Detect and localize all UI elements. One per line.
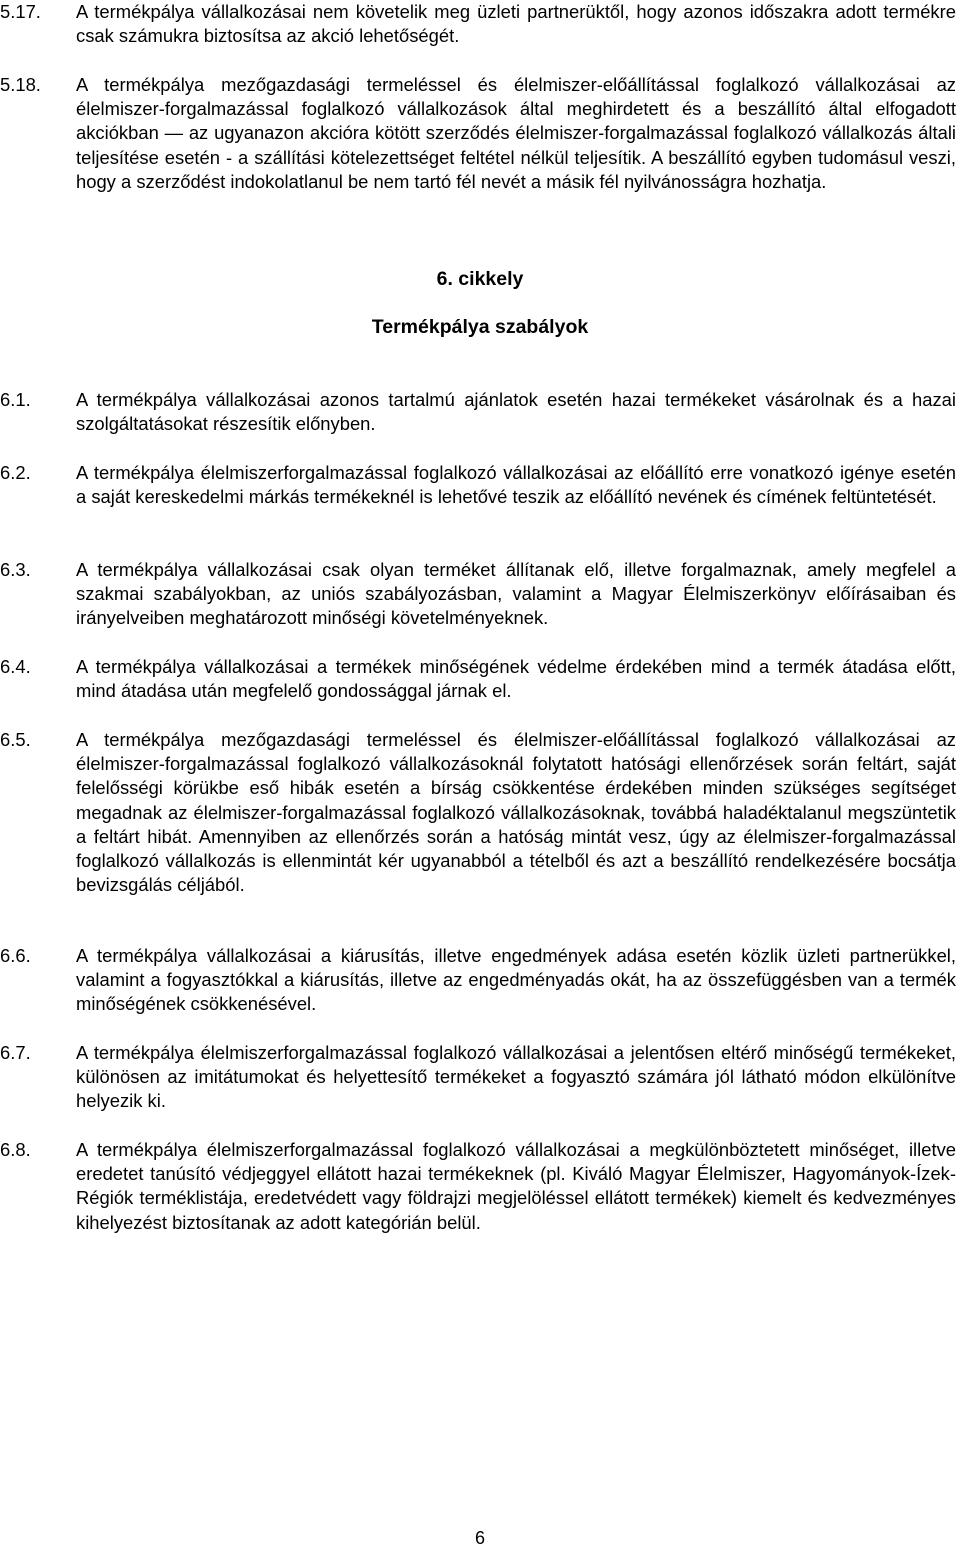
article-number-label: 6.7. — [0, 1042, 31, 1063]
page-number: 6 — [474, 1528, 485, 1548]
article-number-label: 6.6. — [0, 945, 31, 966]
article-6-8 — [0, 1138, 956, 1235]
article-text: A termékpálya élelmiszerforgalmazással foglalkozó vállalkozásai a jelentősen eltérő minőségű termékeket, különösen az imitátumokat és helyettesítő termékeket a fogyasztó számára jól látható módon elkülönítve helyezik ki. — [76, 1042, 956, 1112]
article-title: Termékpálya szabályok — [371, 316, 589, 338]
section-number: 5.18. — [0, 74, 41, 95]
article-text: A termékpálya vállalkozásai a termékek minőségének védelme érdekében mind a termék átadása előtt, mind átadása után megfelelő gondossággal járnak el. — [76, 656, 956, 702]
section-5-18 — [0, 73, 956, 194]
article-6-3 — [0, 558, 956, 631]
section-text: A termékpálya mezőgazdasági termeléssel és élelmiszer-előállítással foglalkozó vállalkozásai az élelmiszer-forgalmazással foglalkozó vállalkozások által meghirdetett és a beszállító által elfogadott akciókban — az ugyanazon akcióra kötött szerződés élelmiszer-forgalmazással foglalkozó vállalkozás általi teljesítése esetén - a szállítási kötelezettséget feltétel nélkül teljesítik. A beszállító egyben tudomásul veszi, hogy a szerződést indokolatlanul be nem tartó fél nevét a másik fél nyilvánosságra hozhatja. — [76, 74, 956, 192]
article-text: A termékpálya vállalkozásai azonos tartalmú ajánlatok esetén hazai termékeket vásárolnak és a hazai szolgáltatásokat részesítik előnyben. — [76, 389, 956, 435]
section-text: A termékpálya vállalkozásai nem követelik meg üzleti partnerüktől, hogy azonos időszakra adott termékre csak számukra biztosítsa az akció lehetőségét. — [76, 1, 956, 47]
section-5-17 — [0, 0, 956, 48]
section-number: 5.17. — [0, 1, 41, 22]
article-6-4 — [0, 655, 956, 703]
article-number: 6. cikkely — [436, 268, 524, 290]
article-text: A termékpálya élelmiszerforgalmazással foglalkozó vállalkozásai a megkülönböztetett minőséget, illetve eredetet tanúsító védjeggyel ellátott hazai termékeknek (pl. Kiváló Magyar Élelmiszer, Hagyományok-Ízek-Régiók terméklistája, eredetvédett vagy földrajzi megjelöléssel ellátott termékek) kiemelt és kedvezményes kihelyezést biztosítanak az adott kategórián belül. — [76, 1139, 956, 1233]
article-6-7 — [0, 1041, 956, 1114]
article-text: A termékpálya vállalkozásai a kiárusítás, illetve engedmények adása esetén közlik üzleti partnerükkel, valamint a fogyasztókkal a kiárusítás, illetve az engedményadás okát, ha az összefüggésben van a termék minőségének csökkenésével. — [76, 945, 956, 1015]
article-number-label: 6.2. — [0, 462, 31, 483]
article-6-2 — [0, 461, 956, 509]
article-number-label: 6.5. — [0, 729, 31, 750]
article-number-label: 6.1. — [0, 389, 31, 410]
article-text: A termékpálya mezőgazdasági termeléssel és élelmiszer-előállítással foglalkozó vállalkozásai az élelmiszer-forgalmazással foglalkozó vállalkozásoknál folytatott hatósági ellenőrzések során feltárt, saját felelősségi körükbe eső hibák esetén a bírság csökkentése érdekében minden szükséges segítséget megadnak az élelmiszer-forgalmazással foglalkozó vállalkozásoknak, továbbá haladéktalanul megszüntetik a feltárt hibát. Amennyiben az ellenőrzés során a hatóság mintát vesz, úgy az élelmiszer-forgalmazással foglalkozó vállalkozás is ellenmintát kér ugyanabból a tételből és azt a beszállító rendelkezésére bocsátja bevizsgálás céljából. — [76, 729, 956, 896]
article-number-label: 6.3. — [0, 559, 31, 580]
article-6-6 — [0, 944, 956, 1017]
article-number-label: 6.8. — [0, 1139, 31, 1160]
article-number-label: 6.4. — [0, 656, 31, 677]
article-text: A termékpálya vállalkozásai csak olyan terméket állítanak elő, illetve forgalmaznak, amely megfelel a szakmai szabályokban, az uniós szabályozásban, valamint a Magyar Élelmiszerkönyv előírásaiban és irányelveiben meghatározott minőségi követelményeknek. — [76, 559, 956, 629]
article-6-5 — [0, 728, 956, 897]
article-text: A termékpálya élelmiszerforgalmazással foglalkozó vállalkozásai az előállító erre vonatkozó igénye esetén a saját kereskedelmi márkás termékeknél is lehetővé teszik az előállító nevének és címének feltüntetését. — [76, 462, 956, 508]
article-6-1 — [0, 388, 956, 436]
